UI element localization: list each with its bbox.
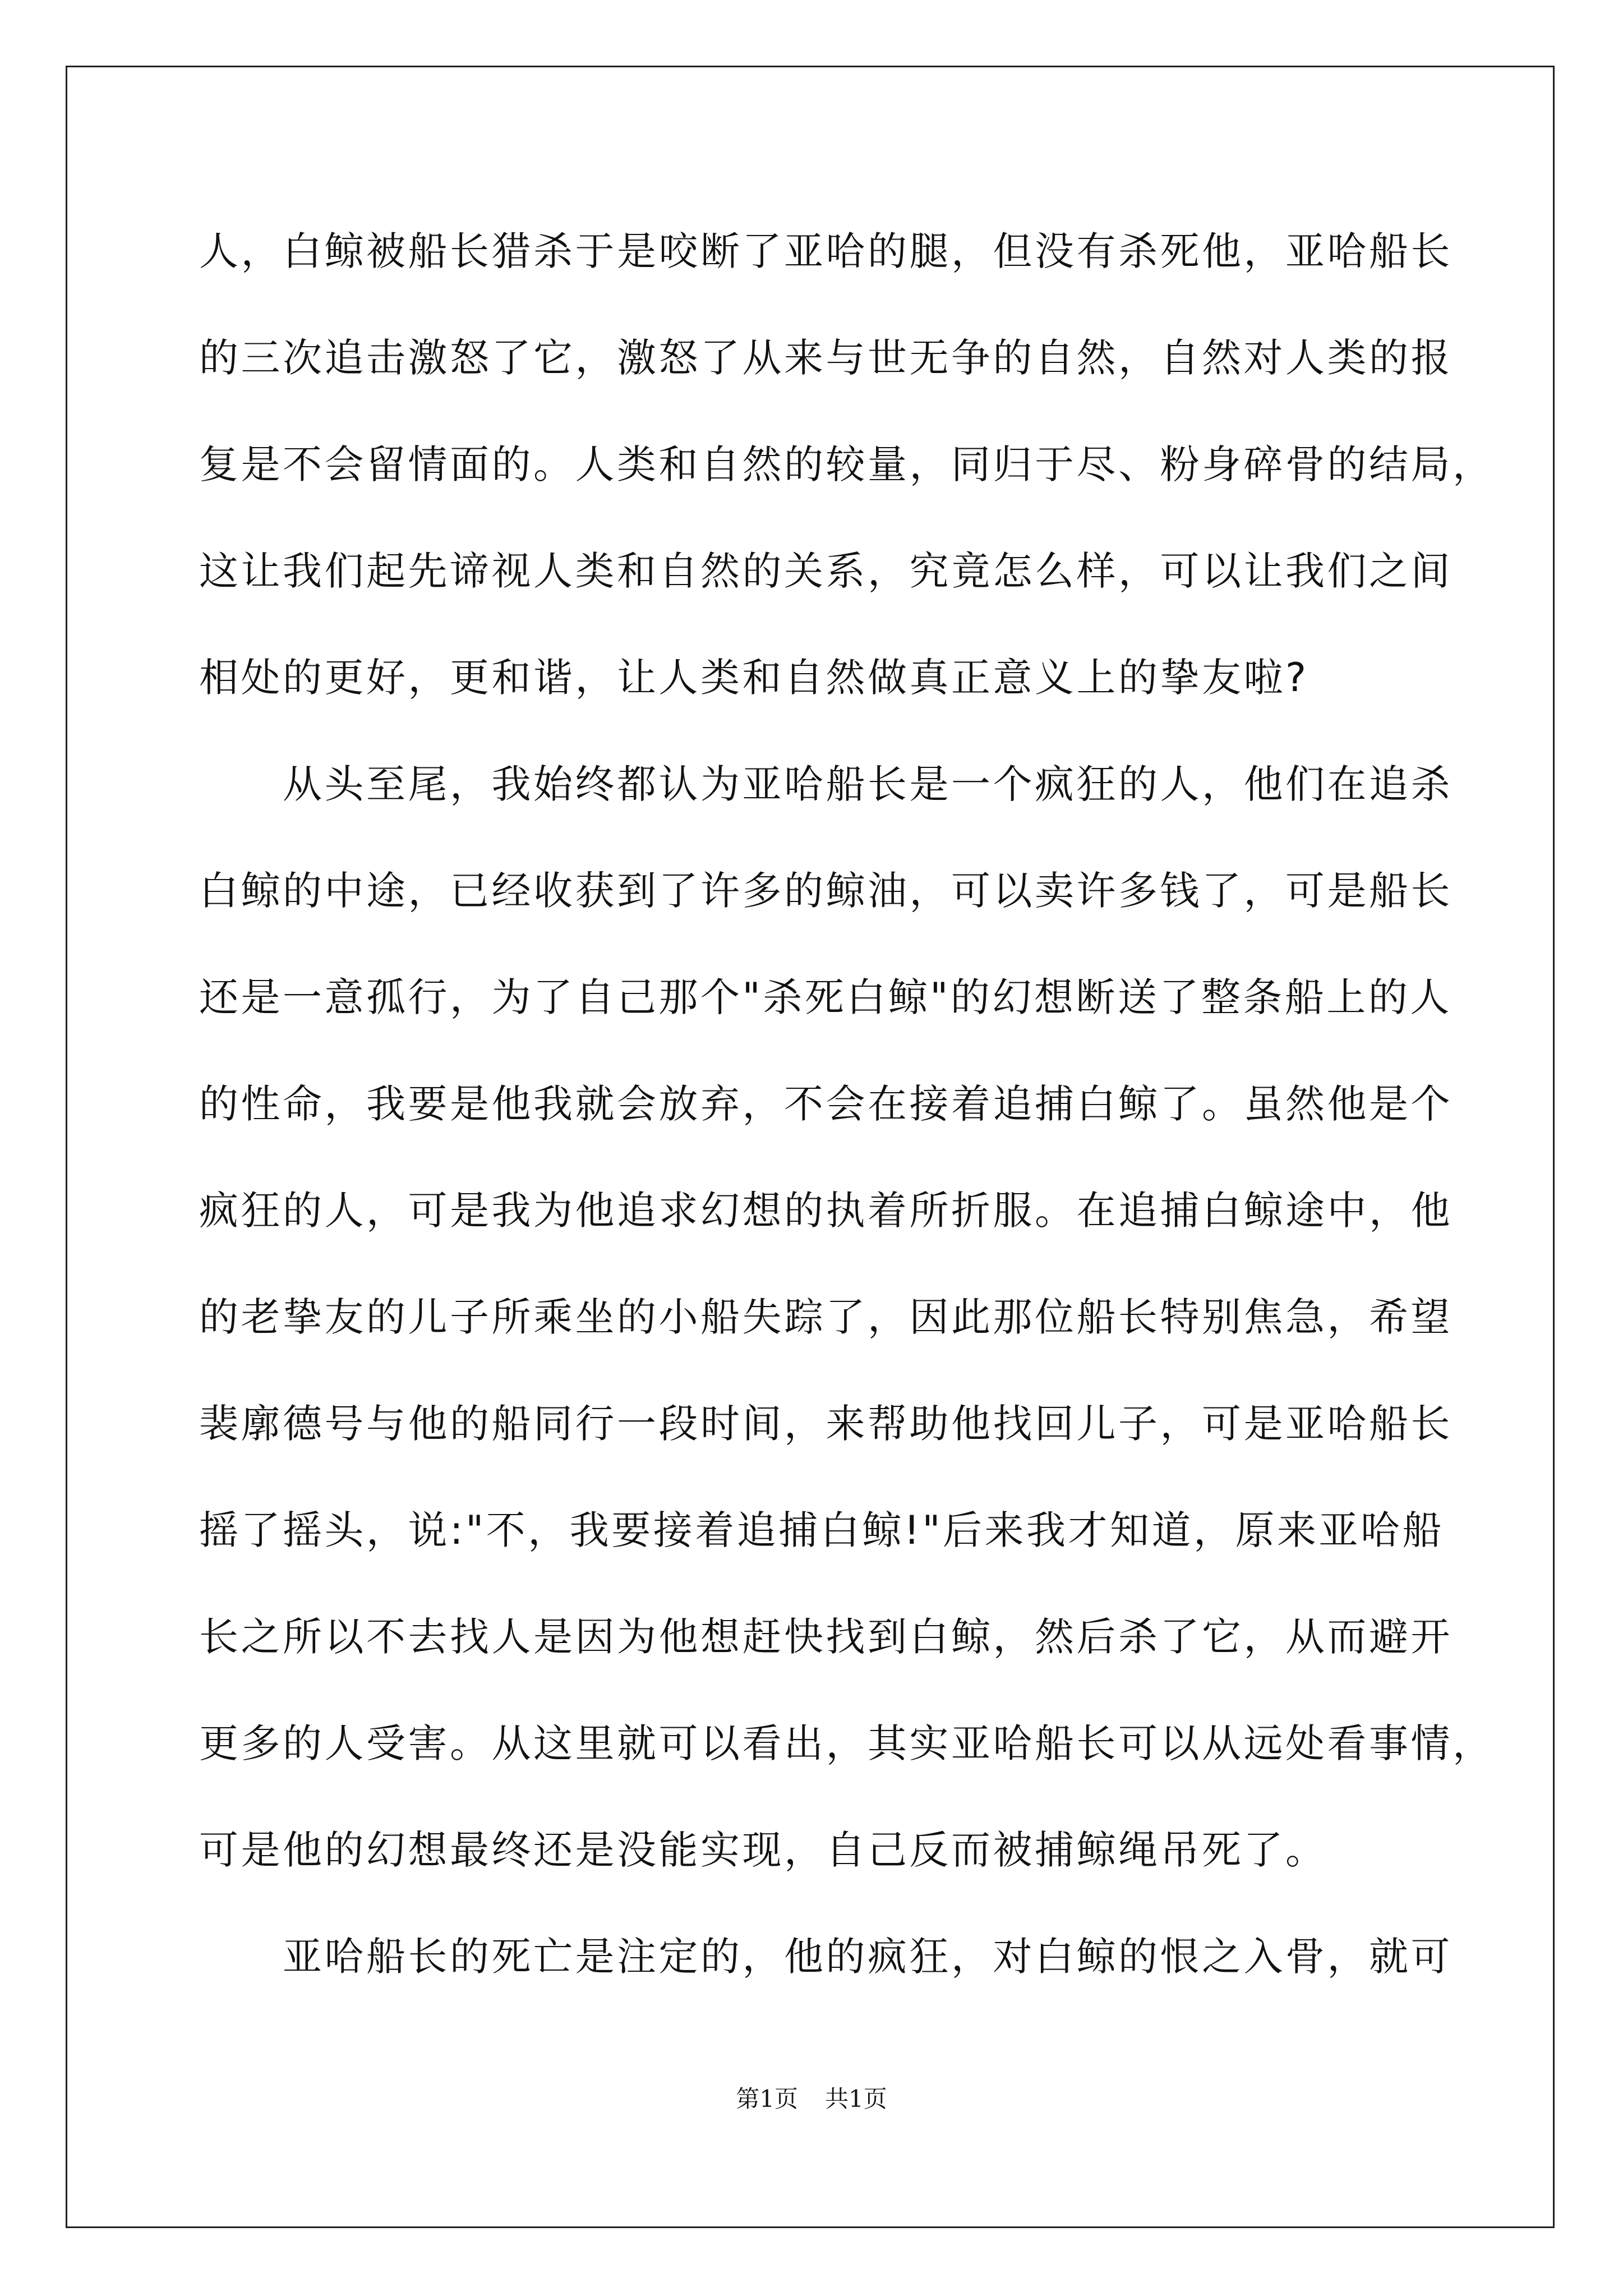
- text-line: 可是他的幻想最终还是没能实现，自己反而被捕鲸绳吊死了。: [199, 1827, 1327, 1873]
- text-line: 的性命，我要是他我就会放弃，不会在接着追捕白鲸了。虽然他是个: [199, 1081, 1453, 1127]
- text-line: 的老挚友的儿子所乘坐的小船失踪了，因此那位船长特别焦急，希望: [199, 1294, 1453, 1340]
- text-line: 亚哈船长的死亡是注定的，他的疯狂，对白鲸的恨之入骨，就可: [199, 1934, 1453, 1980]
- text-line: 更多的人受害。从这里就可以看出，其实亚哈船长可以从远处看事情，: [199, 1720, 1495, 1766]
- text-line: 人，白鲸被船长猎杀于是咬断了亚哈的腿，但没有杀死他，亚哈船长: [199, 228, 1453, 274]
- page-number: 第1页: [736, 2085, 798, 2113]
- text-line: 裴廓德号与他的船同行一段时间，来帮助他找回儿子，可是亚哈船长: [199, 1401, 1453, 1447]
- text-line: 的三次追击激怒了它，激怒了从来与世无争的自然，自然对人类的报: [199, 335, 1453, 381]
- page-border: [66, 66, 1555, 2228]
- text-line: 相处的更好，更和谐，让人类和自然做真正意义上的挚友啦?: [199, 655, 1309, 701]
- page-footer: [0, 2082, 1623, 2116]
- page-total: 共1页: [825, 2085, 887, 2113]
- text-line: 复是不会留情面的。人类和自然的较量，同归于尽、粉身碎骨的结局，: [199, 441, 1495, 487]
- text-line: 还是一意孤行，为了自己那个"杀死白鲸"的幻想断送了整条船上的人: [199, 974, 1452, 1020]
- text-line: 疯狂的人，可是我为他追求幻想的执着所折服。在追捕白鲸途中，他: [199, 1188, 1453, 1234]
- text-line: 摇了摇头，说:"不，我要接着追捕白鲸!"后来我才知道，原来亚哈船: [199, 1507, 1445, 1553]
- text-line: 长之所以不去找人是因为他想赶快找到白鲸，然后杀了它，从而避开: [199, 1614, 1453, 1660]
- text-line: 白鲸的中途，已经收获到了许多的鲸油，可以卖许多钱了，可是船长: [199, 868, 1453, 914]
- text-line: 这让我们起先谛视人类和自然的关系，究竟怎么样，可以让我们之间: [199, 548, 1453, 594]
- text-line: 从头至尾，我始终都认为亚哈船长是一个疯狂的人，他们在追杀: [199, 761, 1453, 807]
